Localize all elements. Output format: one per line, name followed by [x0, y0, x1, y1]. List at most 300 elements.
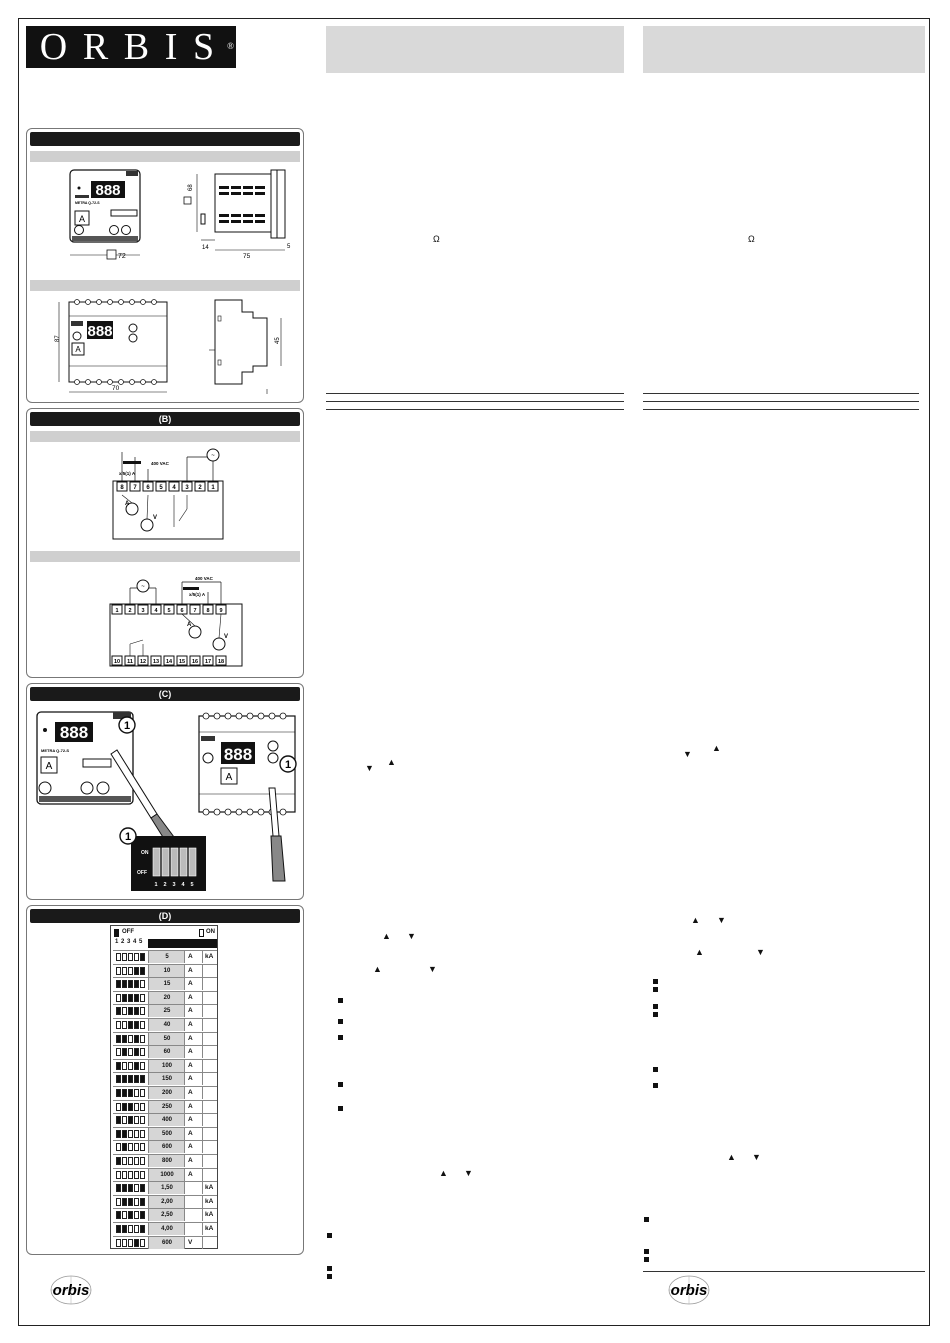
dip-switch-cell	[134, 1225, 139, 1233]
dip-switch-cell	[122, 1211, 127, 1219]
range-unit: A	[184, 1114, 202, 1126]
dip-switch-cell	[134, 1184, 139, 1192]
up-arrow-icon: ▲	[387, 757, 396, 767]
range-unit-k	[202, 1141, 217, 1153]
up-arrow-icon: ▲	[691, 915, 700, 925]
svg-text:5: 5	[159, 485, 163, 491]
dip-switch-cell	[116, 1103, 121, 1111]
dip-switch-cell	[116, 994, 121, 1002]
svg-text:5: 5	[167, 608, 171, 614]
dip-switch-pattern	[116, 980, 145, 988]
dip-switch-cell	[116, 1157, 121, 1165]
dip-switch-pattern	[116, 1035, 145, 1043]
svg-text:5: 5	[287, 244, 291, 250]
din-dimension-drawing	[57, 294, 307, 399]
svg-text:3: 3	[141, 608, 145, 614]
dip-switch-cell	[122, 1089, 127, 1097]
range-value: 25	[148, 1005, 185, 1017]
svg-text:888: 888	[59, 723, 89, 742]
wiring-diagram-q72	[107, 447, 247, 542]
svg-text:10: 10	[113, 659, 121, 665]
svg-text:x/5(1) A: x/5(1) A	[119, 471, 136, 476]
divider	[643, 393, 919, 394]
dip-switch-cell	[140, 1157, 145, 1165]
svg-text:V: V	[153, 515, 158, 521]
svg-text:68: 68	[188, 184, 194, 191]
range-unit: A	[184, 951, 202, 963]
table-row	[113, 991, 217, 1004]
svg-text:17: 17	[204, 659, 212, 665]
dip-switch-cell	[122, 1021, 127, 1029]
dip-switch-cell	[140, 1130, 145, 1138]
range-value: 1000	[148, 1169, 185, 1181]
dip-switch-cell	[122, 1130, 127, 1138]
panel-b-header: (B)	[30, 412, 300, 426]
dip-switch-cell	[128, 1211, 133, 1219]
dip-switch-cell	[134, 1089, 139, 1097]
dip-switch-pattern	[116, 1075, 145, 1083]
dip-switch-pattern	[116, 1062, 145, 1070]
panel-a-subheader-2	[30, 280, 300, 291]
dip-switch-cell	[128, 1143, 133, 1151]
table-header-bar	[148, 939, 217, 948]
dip-switch-cell	[122, 1062, 127, 1070]
bullet-icon	[327, 1274, 332, 1279]
svg-text:18: 18	[217, 659, 225, 665]
range-value: 500	[148, 1128, 185, 1140]
dip-switch-cell	[128, 953, 133, 961]
dip-switch-cell	[134, 1116, 139, 1124]
range-unit: A	[184, 1046, 202, 1058]
bullet-icon	[653, 1083, 658, 1088]
svg-text:METRA Q-72-S: METRA Q-72-S	[75, 201, 100, 205]
range-unit-k: kA	[202, 951, 217, 963]
dip-switch-cell	[116, 1239, 121, 1247]
dip-switch-cell	[122, 1035, 127, 1043]
up-arrow-icon: ▲	[712, 743, 721, 753]
dip-switch-pattern	[116, 1021, 145, 1029]
table-row	[113, 1127, 217, 1140]
range-unit-k: kA	[202, 1196, 217, 1208]
table-row	[113, 1181, 217, 1194]
bullet-icon	[338, 1019, 343, 1024]
dip-switch-pattern	[116, 1157, 145, 1165]
table-row	[113, 1168, 217, 1181]
range-unit-k: kA	[202, 1182, 217, 1194]
bullet-icon	[338, 998, 343, 1003]
svg-text:1: 1	[284, 759, 292, 771]
svg-text:72: 72	[118, 253, 126, 260]
up-arrow-icon: ▲	[695, 947, 704, 957]
range-value: 2,50	[148, 1209, 185, 1221]
bullet-icon	[653, 979, 658, 984]
svg-text:~: ~	[211, 453, 215, 459]
dip-switch-cell	[140, 994, 145, 1002]
dip-switch-cell	[122, 953, 127, 961]
svg-text:888: 888	[223, 745, 253, 764]
dip-switch-cell	[134, 1198, 139, 1206]
range-unit: V	[184, 1237, 202, 1249]
dip-switch-cell	[122, 967, 127, 975]
dip-switch-cell	[140, 1211, 145, 1219]
range-unit-k	[202, 1033, 217, 1045]
dip-switch-cell	[128, 1007, 133, 1015]
dip-switch-cell	[140, 1048, 145, 1056]
dip-switch-cell	[116, 1075, 121, 1083]
divider	[326, 409, 624, 410]
bullet-icon	[327, 1233, 332, 1238]
range-unit: A	[184, 1169, 202, 1181]
dip-switch-cell	[140, 1035, 145, 1043]
dip-switch-cell	[122, 1116, 127, 1124]
range-value: 600	[148, 1237, 185, 1249]
range-value: 10	[148, 965, 185, 977]
dip-switch-cell	[128, 967, 133, 975]
bullet-icon	[644, 1257, 649, 1262]
dip-switch-cell	[128, 1157, 133, 1165]
range-unit: A	[184, 1155, 202, 1167]
dip-switch-cell	[122, 980, 127, 988]
dip-switch-cell	[140, 1103, 145, 1111]
table-row	[113, 1032, 217, 1045]
divider	[643, 1271, 925, 1272]
range-value: 250	[148, 1101, 185, 1113]
dip-switch-cell	[116, 1116, 121, 1124]
dip-switch-cell	[134, 994, 139, 1002]
range-unit	[184, 1223, 202, 1235]
dip-switch-cell	[134, 1075, 139, 1083]
range-value: 15	[148, 978, 185, 990]
svg-text:A: A	[225, 772, 233, 783]
range-unit-k	[202, 1237, 217, 1249]
dip-switch-cell	[134, 1007, 139, 1015]
range-value: 40	[148, 1019, 185, 1031]
dip-switch-cell	[128, 1198, 133, 1206]
dip-switch-cell	[116, 1007, 121, 1015]
dip-switch-cell	[140, 980, 145, 988]
bullet-icon	[653, 987, 658, 992]
svg-text:METRA Q-72-S: METRA Q-72-S	[41, 748, 70, 753]
orbis-logo: O R B I S ®	[26, 26, 236, 68]
table-row	[113, 977, 217, 990]
dip-switch-pattern	[116, 953, 145, 961]
dip-switch-cell	[140, 1225, 145, 1233]
svg-text:1: 1	[124, 831, 132, 843]
dip-switch-pattern	[116, 1048, 145, 1056]
dip-switch-cell	[122, 1171, 127, 1179]
svg-text:~: ~	[141, 584, 145, 590]
range-unit-k	[202, 978, 217, 990]
ohm-symbol: Ω	[748, 234, 755, 244]
down-arrow-icon: ▼	[683, 749, 692, 759]
range-value: 4,00	[148, 1223, 185, 1235]
range-unit-k	[202, 1060, 217, 1072]
svg-text:888: 888	[95, 182, 121, 199]
panel-a-subheader-1	[30, 151, 300, 162]
down-arrow-icon: ▼	[407, 931, 416, 941]
dip-switch-cell	[134, 1143, 139, 1151]
svg-text:12: 12	[139, 659, 147, 665]
svg-text:4: 4	[154, 608, 158, 614]
dip-switch-cell	[134, 1239, 139, 1247]
svg-text:1: 1	[123, 720, 131, 732]
range-value: 200	[148, 1087, 185, 1099]
range-unit-k: kA	[202, 1209, 217, 1221]
dip-switch-cell	[128, 1062, 133, 1070]
dip-switch-cell	[134, 1171, 139, 1179]
up-arrow-icon: ▲	[373, 964, 382, 974]
table-row	[113, 1086, 217, 1099]
bullet-icon	[653, 1012, 658, 1017]
dip-switch-cell	[128, 1130, 133, 1138]
dip-switch-cell	[122, 1184, 127, 1192]
down-arrow-icon: ▼	[756, 947, 765, 957]
range-unit-k	[202, 1073, 217, 1085]
svg-text:8: 8	[120, 485, 124, 491]
range-unit: A	[184, 1128, 202, 1140]
dip-switch-cell	[140, 1089, 145, 1097]
svg-text:1: 1	[154, 882, 158, 888]
table-row	[113, 1140, 217, 1153]
svg-text:A: A	[78, 214, 86, 224]
table-row	[113, 950, 217, 963]
range-value: 150	[148, 1073, 185, 1085]
range-unit-k	[202, 1169, 217, 1181]
dip-switch-cell	[140, 1007, 145, 1015]
dip-switch-cell	[116, 1198, 121, 1206]
panel-b-subheader-2	[30, 551, 300, 562]
dip-switch-cell	[140, 1062, 145, 1070]
table-row	[113, 1045, 217, 1058]
dip-switch-cell	[116, 1225, 121, 1233]
dip-switch-cell	[122, 994, 127, 1002]
dip-switch-cell	[128, 1103, 133, 1111]
dip-switch-cell	[128, 1089, 133, 1097]
dip-switch-cell	[116, 1048, 121, 1056]
wiring-diagram-d72	[107, 574, 257, 674]
column-header-block-2	[643, 26, 925, 73]
switch-number-header: 1 2 3 4 5	[115, 939, 143, 945]
range-value: 1,50	[148, 1182, 185, 1194]
svg-text:4: 4	[181, 882, 185, 888]
svg-text:x/5(1) A: x/5(1) A	[189, 592, 206, 597]
range-unit: A	[184, 965, 202, 977]
range-unit-k: kA	[202, 1223, 217, 1235]
panel-c-switch-access	[26, 683, 304, 900]
svg-text:ON: ON	[141, 850, 149, 856]
dip-switch-cell	[116, 953, 121, 961]
dip-switch-cell	[116, 1184, 121, 1192]
legend-on-label: ON	[206, 929, 215, 935]
footer-orbis-logo	[662, 1274, 716, 1306]
range-unit-k	[202, 992, 217, 1004]
table-row	[113, 1208, 217, 1221]
range-unit-k	[202, 1019, 217, 1031]
range-unit: A	[184, 992, 202, 1004]
down-arrow-icon: ▼	[464, 1168, 473, 1178]
dip-switch-cell	[134, 1211, 139, 1219]
svg-text:3: 3	[185, 485, 189, 491]
dip-switch-pattern	[116, 994, 145, 1002]
svg-text:4: 4	[172, 485, 176, 491]
range-unit-k	[202, 1155, 217, 1167]
svg-text:A: A	[45, 761, 53, 772]
svg-text:14: 14	[202, 245, 209, 251]
panel-c-header: (C)	[30, 687, 300, 701]
down-arrow-icon: ▼	[428, 964, 437, 974]
range-unit: A	[184, 1087, 202, 1099]
table-row	[113, 1236, 217, 1249]
dip-switch-pattern	[116, 1171, 145, 1179]
dip-switch-pattern	[116, 1184, 145, 1192]
panel-b-wiring	[26, 408, 304, 678]
table-row	[113, 1222, 217, 1235]
range-unit: A	[184, 1033, 202, 1045]
dip-switch-cell	[116, 1211, 121, 1219]
dip-switch-pattern	[116, 1198, 145, 1206]
down-arrow-icon: ▼	[365, 763, 374, 773]
table-row	[113, 1004, 217, 1017]
dip-switch-pattern	[116, 1116, 145, 1124]
dip-switch-pattern	[116, 1239, 145, 1247]
dip-switch-cell	[134, 1048, 139, 1056]
svg-text:400 VAC: 400 VAC	[195, 576, 213, 581]
legend-off-swatch	[114, 929, 119, 937]
dip-switch-cell	[140, 1239, 145, 1247]
dip-switch-cell	[140, 1021, 145, 1029]
legend-on-swatch	[199, 929, 204, 937]
svg-text:6: 6	[180, 608, 184, 614]
panel-b-subheader-1	[30, 431, 300, 442]
bullet-icon	[653, 1067, 658, 1072]
dip-switch-cell	[116, 980, 121, 988]
dip-switch-cell	[128, 1184, 133, 1192]
dip-switch-pattern	[116, 1089, 145, 1097]
dip-switch-pattern	[116, 1143, 145, 1151]
dip-switch-cell	[122, 1075, 127, 1083]
svg-text:75: 75	[243, 253, 251, 260]
dip-switch-cell	[134, 1062, 139, 1070]
svg-text:5: 5	[190, 882, 194, 888]
table-row	[113, 1100, 217, 1113]
dip-switch-cell	[122, 1198, 127, 1206]
svg-text:2: 2	[198, 485, 202, 491]
dip-switch-pattern	[116, 1130, 145, 1138]
dip-switch-cell	[116, 1089, 121, 1097]
dip-switch-cell	[116, 1130, 121, 1138]
svg-text:7: 7	[133, 485, 137, 491]
svg-text:A: A	[125, 501, 130, 507]
table-row	[113, 1195, 217, 1208]
table-row	[113, 1018, 217, 1031]
bullet-icon	[644, 1249, 649, 1254]
up-arrow-icon: ▲	[382, 931, 391, 941]
svg-text:9: 9	[219, 608, 223, 614]
range-value: 600	[148, 1141, 185, 1153]
dip-switch-cell	[116, 1143, 121, 1151]
table-row	[113, 1072, 217, 1085]
dip-switch-cell	[128, 980, 133, 988]
svg-text:6: 6	[146, 485, 150, 491]
bullet-icon	[653, 1004, 658, 1009]
down-arrow-icon: ▼	[717, 915, 726, 925]
svg-text:A: A	[75, 345, 81, 354]
dip-switch-cell	[116, 1035, 121, 1043]
dip-switch-cell	[140, 967, 145, 975]
legend-off-label: OFF	[122, 929, 134, 935]
dip-switch-cell	[122, 1007, 127, 1015]
dip-switch-cell	[140, 1171, 145, 1179]
svg-text:888: 888	[87, 323, 113, 340]
svg-text:1: 1	[211, 485, 215, 491]
svg-text:2: 2	[163, 882, 167, 888]
range-unit: A	[184, 1141, 202, 1153]
range-unit	[184, 1182, 202, 1194]
svg-text:87: 87	[55, 335, 61, 342]
divider	[326, 401, 624, 402]
ohm-symbol: Ω	[433, 234, 440, 244]
bullet-icon	[338, 1106, 343, 1111]
svg-text:7: 7	[193, 608, 197, 614]
dip-switch-cell	[122, 1143, 127, 1151]
range-unit	[184, 1209, 202, 1221]
column-header-block-1	[326, 26, 624, 73]
range-unit: A	[184, 1073, 202, 1085]
range-unit-k	[202, 1087, 217, 1099]
dip-switch-cell	[128, 1035, 133, 1043]
svg-text:A: A	[187, 622, 192, 628]
dip-switch-cell	[134, 1103, 139, 1111]
front-side-dimension-drawing	[67, 166, 307, 266]
svg-text:8: 8	[206, 608, 210, 614]
dip-switch-cell	[140, 1184, 145, 1192]
range-unit: A	[184, 1060, 202, 1072]
dip-switch-cell	[134, 1035, 139, 1043]
dip-switch-cell	[128, 994, 133, 1002]
svg-text:16: 16	[191, 659, 199, 665]
svg-text:orbis: orbis	[52, 1282, 90, 1299]
dip-switch-cell	[128, 1116, 133, 1124]
bullet-icon	[644, 1217, 649, 1222]
svg-text:45: 45	[275, 337, 281, 344]
switch-access-illustration	[33, 706, 299, 896]
dip-switch-cell	[140, 1143, 145, 1151]
dip-switch-cell	[116, 967, 121, 975]
range-value: 800	[148, 1155, 185, 1167]
dip-switch-cell	[122, 1225, 127, 1233]
svg-text:70: 70	[112, 385, 120, 392]
dip-switch-cell	[122, 1239, 127, 1247]
range-value: 400	[148, 1114, 185, 1126]
table-row	[113, 1154, 217, 1167]
dip-switch-cell	[134, 1021, 139, 1029]
dip-switch-cell	[122, 1048, 127, 1056]
dip-switch-cell	[128, 1021, 133, 1029]
svg-text:OFF: OFF	[137, 870, 147, 876]
table-row	[113, 1113, 217, 1126]
down-arrow-icon: ▼	[752, 1152, 761, 1162]
dip-switch-cell	[134, 1157, 139, 1165]
svg-text:14: 14	[165, 659, 173, 665]
panel-d-header: (D)	[30, 909, 300, 923]
range-unit: A	[184, 978, 202, 990]
dip-switch-cell	[134, 953, 139, 961]
range-unit-k	[202, 1114, 217, 1126]
range-unit-k	[202, 1046, 217, 1058]
svg-text:2: 2	[128, 608, 132, 614]
range-value: 5	[148, 951, 185, 963]
panel-a-header	[30, 132, 300, 146]
